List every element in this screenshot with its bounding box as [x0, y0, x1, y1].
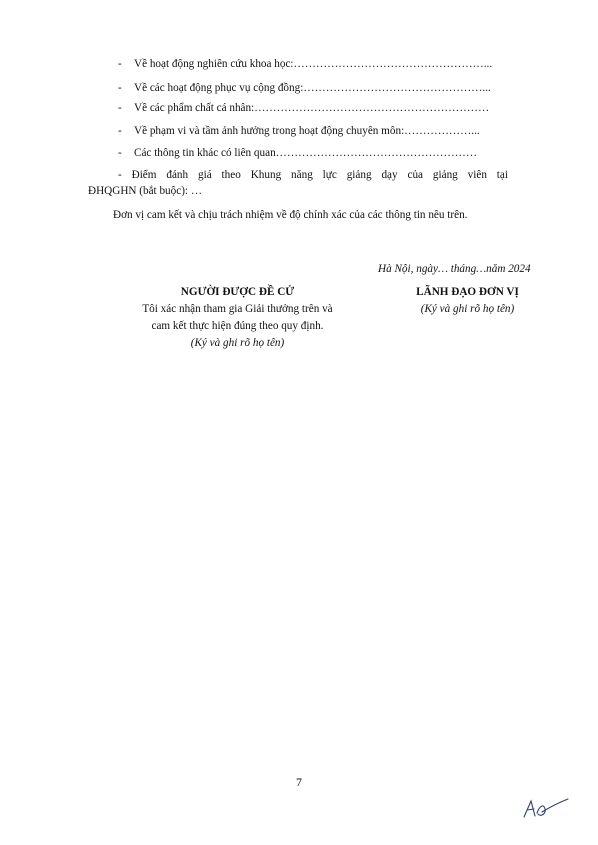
- bullet-dash: -: [118, 125, 122, 137]
- item-text: Các thông tin khác có liên quan………………………………………………: [134, 147, 478, 159]
- leader-title: LÃNH ĐẠO ĐƠN VỊ: [416, 286, 519, 298]
- item-scope-influence: [118, 125, 480, 137]
- nominee-sign-note: (Ký và ghi rõ họ tên): [190, 337, 285, 349]
- item-text: Về các hoạt động phục vụ cộng đồng:…………………………………………...: [134, 82, 491, 94]
- assessment-line-2: ĐHQGHN (bắt buộc): …: [88, 185, 203, 197]
- item-text: Về hoạt động nghiên cứu khoa học:……………………………………………...: [134, 58, 493, 70]
- leader-sign-note: (Ký và ghi rõ họ tên): [420, 303, 515, 315]
- nominee-confirm-line-2: cam kết thực hiện đúng theo quy định.: [151, 320, 324, 332]
- item-personal-qualities: [118, 102, 489, 114]
- handwritten-initials: [520, 795, 572, 821]
- bullet-dash: -: [118, 82, 122, 94]
- assessment-line-1: - Điểm đánh giá theo Khung năng lực giảng dạy của giảng viên tại: [118, 169, 508, 181]
- bullet-dash: -: [118, 147, 122, 159]
- bullet-dash: -: [118, 58, 122, 70]
- leader-signature-block: [380, 284, 555, 318]
- page-number: 7: [296, 775, 302, 789]
- nominee-confirm-line-1: Tôi xác nhận tham gia Giải thưởng trên và: [142, 303, 333, 315]
- item-text: Về phạm vi và tầm ảnh hưởng trong hoạt động chuyên môn:………………...: [134, 125, 480, 137]
- nominee-signature-block: [110, 284, 365, 352]
- assessment-paragraph: [88, 169, 508, 197]
- bullet-dash: -: [118, 102, 122, 114]
- item-other-info: [118, 147, 477, 159]
- commitment-statement: Đơn vị cam kết và chịu trách nhiệm về độ chính xác của các thông tin nêu trên.: [113, 209, 468, 221]
- nominee-title: NGƯỜI ĐƯỢC ĐỀ CỬ: [180, 286, 295, 298]
- item-research: [118, 58, 492, 70]
- item-text: Về các phẩm chất cá nhân:………………………………………………………: [134, 102, 490, 114]
- item-community: [118, 82, 491, 94]
- date-line: Hà Nội, ngày… tháng…năm 2024: [378, 263, 531, 275]
